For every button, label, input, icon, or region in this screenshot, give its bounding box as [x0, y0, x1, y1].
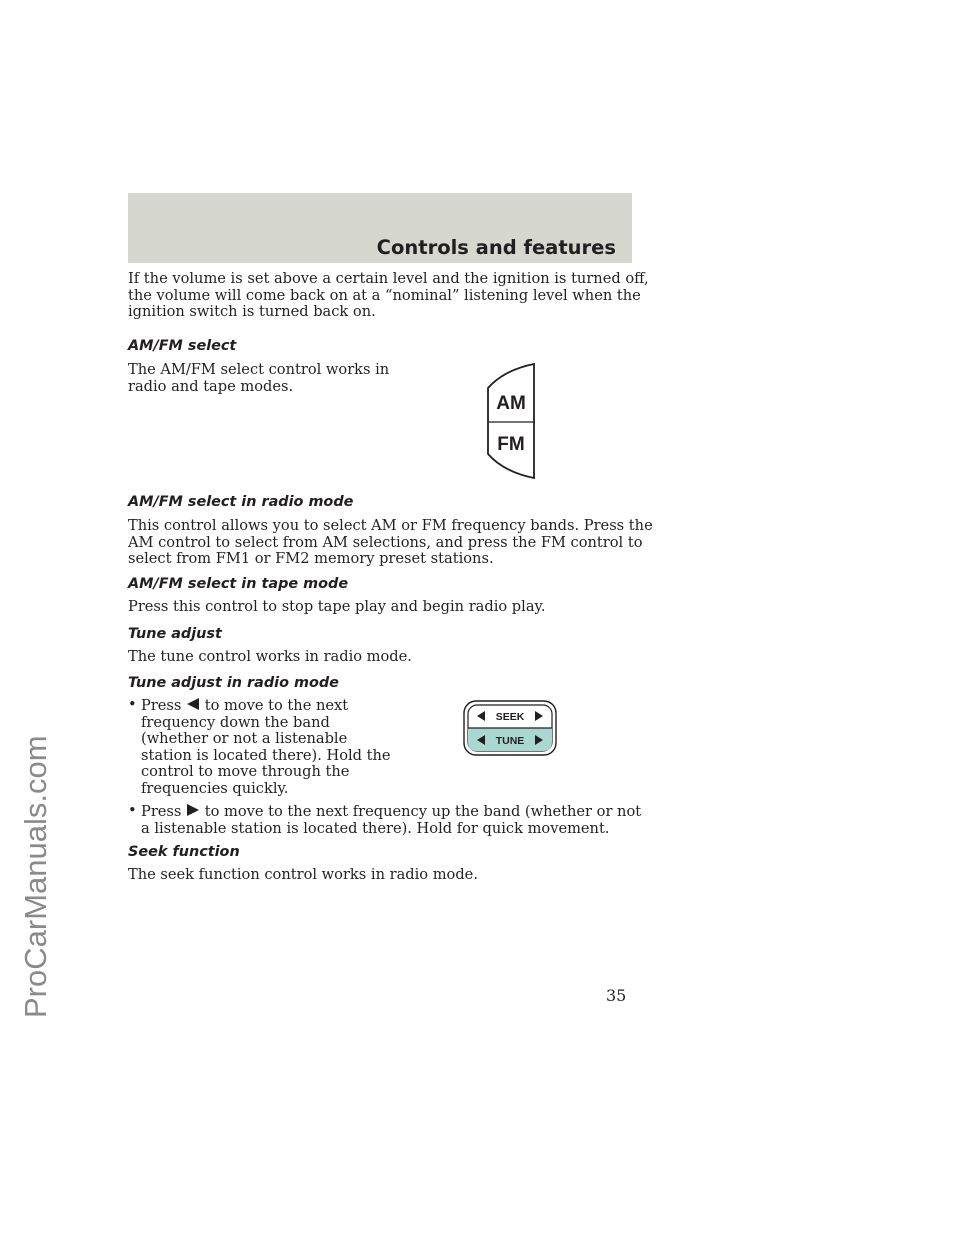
watermark-text: ProCarManuals.com [18, 735, 53, 1018]
text-line: (whether or not a listenable [141, 730, 348, 748]
fm-label: FM [497, 434, 525, 455]
seek-tune-button-illustration [462, 699, 558, 757]
heading-tune-radio-mode: Tune adjust in radio mode [128, 675, 339, 691]
bullet-text [141, 697, 391, 798]
amfm-radio-paragraph [128, 518, 653, 568]
amfm-button-illustration [484, 362, 540, 480]
bullet-continuation: to move to the next [204, 697, 349, 714]
press-word: Press [141, 697, 182, 714]
text-line: radio and tape modes. [128, 377, 294, 395]
heading-tune-adjust: Tune adjust [128, 626, 222, 642]
page-number: 35 [606, 986, 627, 1005]
text-line: the volume will come back on at a “nominal” listening level when the [128, 286, 641, 304]
am-label: AM [496, 393, 526, 414]
text-line [141, 803, 641, 821]
amfm-button-graphic [484, 362, 540, 480]
left-arrow-icon [186, 697, 200, 711]
text-line: This control allows you to select AM or FM frequency bands. Press the [128, 517, 653, 534]
bullet-tune-up [128, 803, 648, 839]
bullet-continuation: to move to the next frequency up the band (whether or not [204, 803, 642, 820]
section-header [128, 193, 632, 263]
amfm-tape-paragraph [128, 599, 545, 616]
watermark [6, 230, 56, 1030]
bullet-symbol: • [128, 696, 137, 713]
heading-seek-function: Seek function [128, 844, 240, 860]
tune-adjust-paragraph [128, 649, 412, 666]
tune-label: TUNE [495, 735, 525, 747]
text-line: control to move through the [141, 763, 350, 781]
heading-amfm-select: AM/FM select [128, 338, 237, 354]
text-line: The seek function control works in radio mode. [128, 866, 478, 883]
intro-paragraph [128, 271, 649, 321]
text-line: If the volume is set above a certain level and the ignition is turned off, [128, 270, 649, 287]
heading-amfm-tape-mode: AM/FM select in tape mode [128, 576, 349, 592]
text-line: station is located there). Hold the [141, 746, 391, 764]
text-line: ignition switch is turned back on. [128, 303, 376, 321]
seek-label: SEEK [495, 711, 525, 723]
text-line: The AM/FM select control works in [128, 361, 390, 378]
watermark-graphic [6, 230, 56, 1030]
seek-tune-button-graphic [462, 699, 558, 757]
bullet-text [141, 803, 641, 837]
text-line: The tune control works in radio mode. [128, 648, 412, 665]
bullet-symbol: • [128, 802, 137, 819]
bullet-tune-down [128, 697, 428, 797]
text-line: AM control to select from AM selections, and press the FM control to [128, 533, 643, 551]
amfm-select-paragraph [128, 362, 389, 395]
section-title: Controls and features [376, 236, 616, 259]
text-line: frequency down the band [141, 713, 330, 731]
text-line: a listenable station is located there). Hold for quick movement. [141, 819, 610, 837]
right-arrow-icon [186, 803, 200, 817]
heading-amfm-radio-mode: AM/FM select in radio mode [128, 494, 354, 510]
text-line [141, 697, 391, 715]
seek-function-paragraph [128, 867, 478, 884]
text-line: Press this control to stop tape play and begin radio play. [128, 598, 546, 615]
text-line: select from FM1 or FM2 memory preset stations. [128, 550, 494, 568]
press-word: Press [141, 803, 182, 820]
text-line: frequencies quickly. [141, 779, 289, 797]
